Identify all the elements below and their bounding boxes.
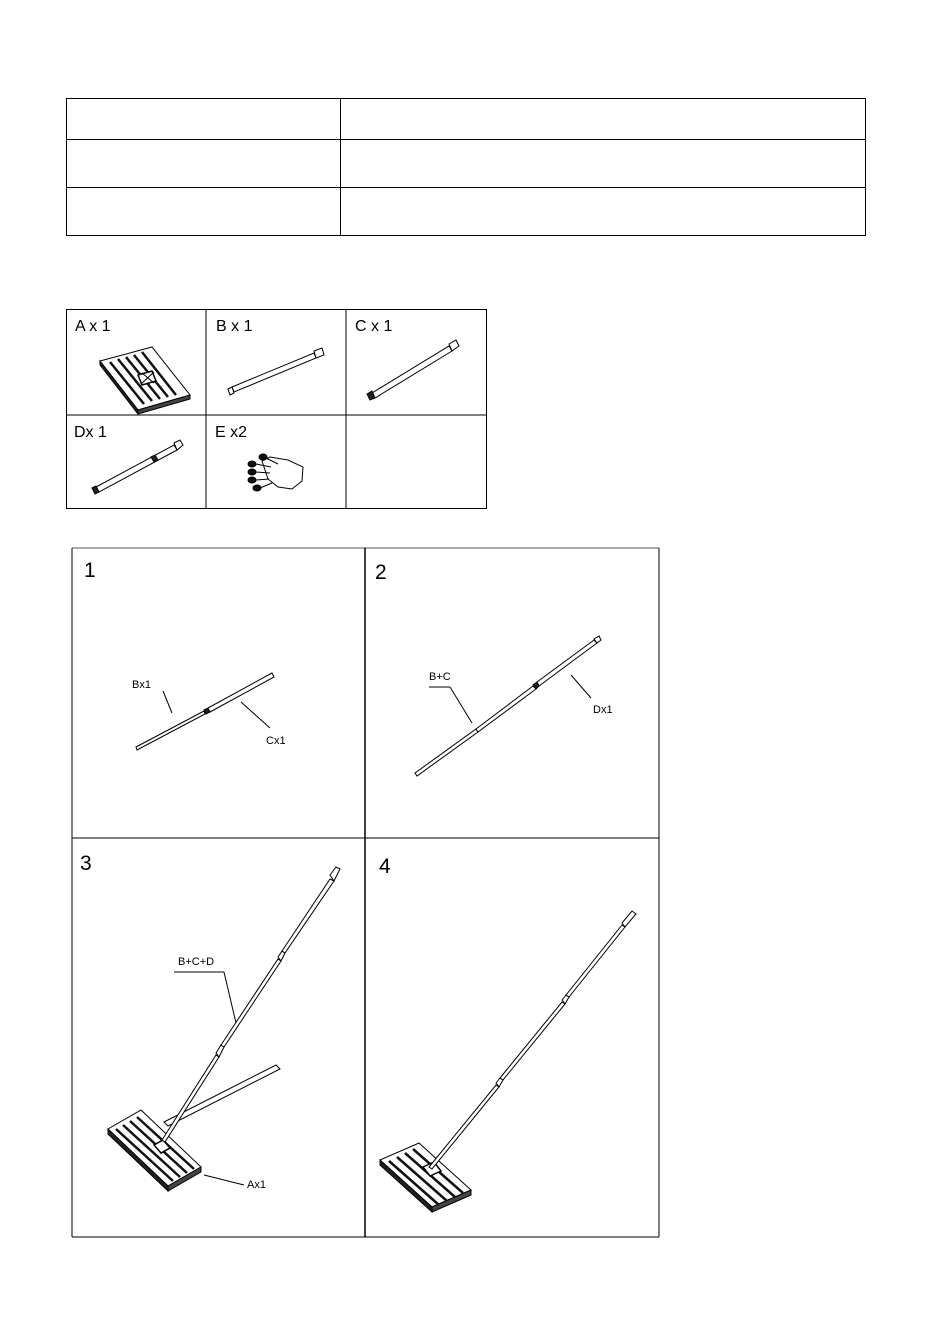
parts-grid-lines	[66, 309, 487, 509]
mop-head-icon	[100, 347, 190, 414]
glove-icon	[248, 454, 303, 491]
callout-b-plus-c-plus-d: B+C+D	[178, 956, 215, 968]
part-label-b: B x 1	[216, 318, 253, 335]
step-number-4: 4	[379, 855, 391, 878]
part-label-a: A x 1	[75, 318, 111, 335]
part-label-d: Dx 1	[74, 424, 107, 441]
table-cell	[341, 140, 866, 188]
callout-cx1: Cx1	[266, 735, 286, 747]
step-number-2: 2	[375, 561, 387, 584]
handle-tube-d-icon	[92, 440, 183, 494]
callout-ax1: Ax1	[247, 1179, 266, 1191]
table-cell	[67, 99, 341, 140]
step-1-illustration	[136, 673, 274, 750]
table-row	[67, 140, 866, 188]
table-cell	[67, 140, 341, 188]
assembly-steps	[66, 545, 662, 1240]
part-label-c: C x 1	[355, 318, 393, 335]
callout-bx1: Bx1	[132, 679, 151, 691]
handle-tube-c-icon	[367, 340, 459, 400]
part-label-e: E x2	[215, 424, 248, 441]
callout-b-plus-c: B+C	[429, 671, 451, 683]
table-cell	[341, 99, 866, 140]
step-2-illustration	[415, 636, 601, 776]
table-cell	[67, 188, 341, 236]
step-4-illustration	[380, 911, 636, 1212]
spec-table	[66, 98, 866, 236]
callout-dx1: Dx1	[593, 704, 613, 716]
step-number-1: 1	[84, 559, 96, 582]
step-3-illustration	[108, 867, 340, 1191]
parts-list	[66, 309, 487, 509]
table-row	[67, 188, 866, 236]
steps-grid-lines	[66, 545, 662, 1240]
handle-tube-b-icon	[228, 348, 324, 395]
table-cell	[341, 188, 866, 236]
step-number-3: 3	[80, 852, 92, 875]
table-row	[67, 99, 866, 140]
